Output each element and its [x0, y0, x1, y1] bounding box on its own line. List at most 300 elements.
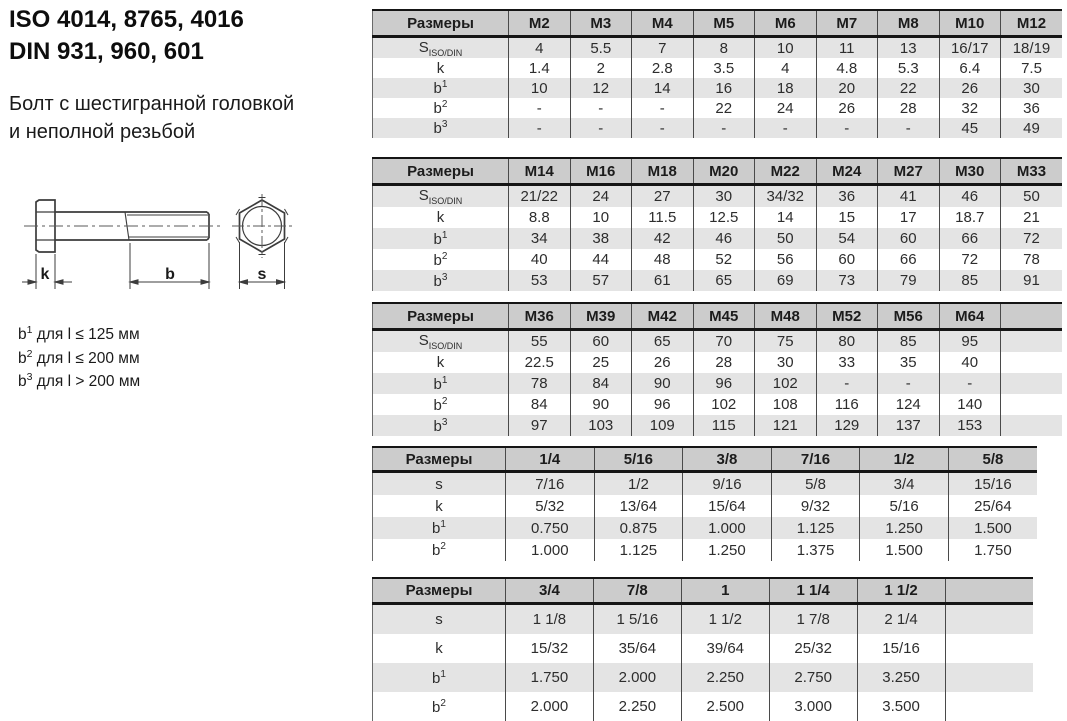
table-cell: 121 — [755, 415, 817, 436]
table-cell: 96 — [693, 373, 755, 394]
table-row — [373, 539, 1038, 561]
table-cell: 36 — [816, 185, 878, 208]
table-row — [373, 78, 1063, 98]
table-cell: 12.5 — [693, 207, 755, 228]
table-row — [373, 352, 1063, 373]
table-cell: 9/16 — [683, 472, 772, 496]
hex-end-view — [232, 194, 292, 258]
table-cell: 28 — [878, 98, 940, 118]
row-label: k — [436, 354, 445, 371]
table-cell: 108 — [755, 394, 817, 415]
table-cell: 69 — [755, 270, 817, 291]
table-cell — [945, 634, 1033, 663]
header-size-label: 3/4 — [506, 578, 594, 604]
table-cell: 22 — [878, 78, 940, 98]
table-cell: 16 — [693, 78, 755, 98]
table-row — [373, 415, 1063, 436]
footnote-b2: $b^2$ для l ≤ 200 мм — [18, 347, 140, 367]
table-cell: 2 — [570, 58, 632, 78]
header-size-label: M20 — [693, 158, 755, 185]
table-cell: 40 — [509, 249, 571, 270]
table-cell: 53 — [509, 270, 571, 291]
table-cell: 13 — [878, 37, 940, 59]
table-cell: 16/17 — [939, 37, 1001, 59]
table-cell: 1.4 — [509, 58, 571, 78]
footnotes — [18, 321, 140, 392]
table-cell: 7 — [632, 37, 694, 59]
table-cell: 15/32 — [506, 634, 594, 663]
table-cell: 5.3 — [878, 58, 940, 78]
table-cell: 96 — [632, 394, 694, 415]
table-cell: 0.875 — [594, 517, 683, 539]
header-size-label: 3/8 — [683, 447, 772, 472]
table-cell: 3/4 — [860, 472, 949, 496]
table-cell: - — [755, 118, 817, 138]
table-row — [373, 98, 1063, 118]
table-cell: 1.750 — [506, 663, 594, 692]
row-label: $S_{ISO/DIN}$ — [418, 187, 463, 206]
table-cell: 65 — [693, 270, 755, 291]
table-cell: 65 — [632, 330, 694, 353]
table-cell: 44 — [570, 249, 632, 270]
table-cell: 95 — [939, 330, 1001, 353]
table-cell: 1.750 — [948, 539, 1037, 561]
table-cell: 2.500 — [681, 692, 769, 721]
table-cell: 18/19 — [1001, 37, 1063, 59]
table-cell: 56 — [755, 249, 817, 270]
table-cell: 5/32 — [506, 495, 595, 517]
table-cell: - — [939, 373, 1001, 394]
table-cell: 30 — [693, 185, 755, 208]
table-cell: 35/64 — [593, 634, 681, 663]
table-row — [373, 330, 1063, 353]
table-cell: 7/16 — [506, 472, 595, 496]
table-row — [373, 495, 1038, 517]
header-size-label: M48 — [755, 303, 817, 330]
table-row — [373, 663, 1034, 692]
table-cell: 21 — [1001, 207, 1063, 228]
row-label: s — [435, 611, 443, 628]
table-cell: 22.5 — [509, 352, 571, 373]
table-cell: 102 — [755, 373, 817, 394]
header-size-label: M42 — [632, 303, 694, 330]
row-label: k — [436, 59, 445, 77]
table-cell — [1001, 373, 1063, 394]
row-label: k — [436, 209, 445, 226]
row-label: $S_{ISO/DIN}$ — [418, 38, 463, 58]
table-cell: 46 — [939, 185, 1001, 208]
header-size-label: M36 — [509, 303, 571, 330]
table-cell: 1.125 — [771, 517, 860, 539]
table-cell: 15/16 — [857, 634, 945, 663]
table-cell: 1 1/2 — [681, 604, 769, 635]
table-cell: 2.8 — [632, 58, 694, 78]
header-size-label: 1/2 — [860, 447, 949, 472]
table-cell: 3.000 — [769, 692, 857, 721]
table-cell: 3.250 — [857, 663, 945, 692]
table-row — [373, 692, 1034, 721]
table-cell: 90 — [632, 373, 694, 394]
dim-label-b: b — [165, 266, 175, 283]
table-cell: - — [632, 98, 694, 118]
table-cell: 57 — [570, 270, 632, 291]
table-cell: 1.250 — [683, 539, 772, 561]
header-size-label: 1/4 — [506, 447, 595, 472]
table-cell: 2 1/4 — [857, 604, 945, 635]
header-size-label: M7 — [816, 10, 878, 37]
table-cell: 66 — [878, 249, 940, 270]
table-cell: 103 — [570, 415, 632, 436]
row-label: $b^2$ — [432, 541, 446, 559]
table-row — [373, 604, 1034, 635]
table-cell: 4 — [509, 37, 571, 59]
header-size-label: M27 — [878, 158, 940, 185]
table-cell: 6.4 — [939, 58, 1001, 78]
table-cell: 26 — [816, 98, 878, 118]
table-cell: 1.375 — [771, 539, 860, 561]
table-cell: 11 — [816, 37, 878, 59]
table-cell: - — [632, 118, 694, 138]
table-cell: 15/64 — [683, 495, 772, 517]
header-size-label: M16 — [570, 158, 632, 185]
dim-label-s: s — [257, 266, 267, 283]
table-cell: 42 — [632, 228, 694, 249]
table-cell: 5.5 — [570, 37, 632, 59]
table-cell: 35 — [878, 352, 940, 373]
table-cell: 7.5 — [1001, 58, 1063, 78]
table-cell: 124 — [878, 394, 940, 415]
header-size-label: M12 — [1001, 10, 1063, 37]
row-label: $b^3$ — [433, 271, 448, 290]
table-cell: 153 — [939, 415, 1001, 436]
dimension-table-inch-quarter-fiveeighths — [372, 446, 1037, 561]
footnote-b3: $b^3$ для l > 200 мм — [18, 371, 141, 391]
table-cell: 1.125 — [594, 539, 683, 561]
header-dimensions-label: Размеры — [373, 158, 509, 185]
footnote-b1: $b^1$ для l ≤ 125 мм — [18, 324, 140, 344]
dimension-table-inch-threequarter-oneandhalf — [372, 577, 1033, 721]
table-cell: 5/16 — [860, 495, 949, 517]
table-cell: 40 — [939, 352, 1001, 373]
table-cell: 14 — [632, 78, 694, 98]
product-description — [9, 90, 294, 146]
table-cell: 75 — [755, 330, 817, 353]
table-cell: 116 — [816, 394, 878, 415]
table-cell: 22 — [693, 98, 755, 118]
table-cell: 70 — [693, 330, 755, 353]
header-size-label: 1 1/2 — [857, 578, 945, 604]
table-cell: 1 1/8 — [506, 604, 594, 635]
row-label: $b^1$ — [432, 668, 446, 687]
table-row — [373, 472, 1038, 496]
table-cell: 1/2 — [594, 472, 683, 496]
table-inch-small — [372, 446, 1037, 561]
table-cell: 15/16 — [948, 472, 1037, 496]
row-label: $b^2$ — [433, 250, 448, 269]
table-metric-m2-m12 — [372, 9, 1062, 138]
table-cell: 52 — [693, 249, 755, 270]
table-cell: - — [816, 118, 878, 138]
table-row — [373, 228, 1063, 249]
row-label: $b^1$ — [433, 229, 448, 248]
dim-label-k: k — [40, 266, 50, 283]
table-cell: 5/8 — [771, 472, 860, 496]
row-label: $b^3$ — [433, 119, 448, 137]
table-cell: 137 — [878, 415, 940, 436]
table-cell: 39/64 — [681, 634, 769, 663]
table-header-row — [373, 10, 1063, 37]
table-cell: 21/22 — [509, 185, 571, 208]
table-cell: 36 — [1001, 98, 1063, 118]
table-cell: 49 — [1001, 118, 1063, 138]
table-cell: 115 — [693, 415, 755, 436]
header-size-label: M33 — [1001, 158, 1063, 185]
header-size-label: M56 — [878, 303, 940, 330]
header-size-label: M2 — [509, 10, 571, 37]
table-cell: 25 — [570, 352, 632, 373]
table-cell: 1.000 — [506, 539, 595, 561]
dimension-table-metric-m14-m33 — [372, 157, 1062, 291]
table-cell: 61 — [632, 270, 694, 291]
table-cell: - — [509, 118, 571, 138]
header-size-label: 7/16 — [771, 447, 860, 472]
table-cell: 60 — [878, 228, 940, 249]
table-cell: 140 — [939, 394, 1001, 415]
header-size-label — [945, 578, 1033, 604]
table-cell: 1.250 — [860, 517, 949, 539]
table-row — [373, 185, 1063, 208]
header-size-label: M30 — [939, 158, 1001, 185]
table-cell: 38 — [570, 228, 632, 249]
row-label: $b^3$ — [433, 416, 448, 435]
table-cell: - — [570, 98, 632, 118]
table-cell — [1001, 415, 1063, 436]
table-cell — [1001, 352, 1063, 373]
table-cell: 54 — [816, 228, 878, 249]
table-cell: 34 — [509, 228, 571, 249]
table-cell — [945, 663, 1033, 692]
table-row — [373, 58, 1063, 78]
table-cell: 78 — [509, 373, 571, 394]
header-size-label: M39 — [570, 303, 632, 330]
row-label: k — [435, 640, 443, 657]
table-cell: 26 — [632, 352, 694, 373]
title-din: DIN 931, 960, 601 — [9, 38, 204, 65]
table-cell: 97 — [509, 415, 571, 436]
table-cell: 78 — [1001, 249, 1063, 270]
table-cell: 84 — [509, 394, 571, 415]
header-size-label: M64 — [939, 303, 1001, 330]
header-size-label: M45 — [693, 303, 755, 330]
bolt-technical-drawing — [10, 190, 330, 315]
header-size-label: M5 — [693, 10, 755, 37]
header-size-label: M24 — [816, 158, 878, 185]
header-size-label: M8 — [878, 10, 940, 37]
table-metric-m36-m64 — [372, 302, 1062, 436]
table-cell: 3.500 — [857, 692, 945, 721]
table-cell: 25/32 — [769, 634, 857, 663]
table-row — [373, 249, 1063, 270]
table-cell: 90 — [570, 394, 632, 415]
table-cell — [1001, 330, 1063, 353]
table-cell: 30 — [755, 352, 817, 373]
header-size-label: 5/16 — [594, 447, 683, 472]
row-label: $S_{ISO/DIN}$ — [418, 332, 463, 351]
table-cell: 1.000 — [683, 517, 772, 539]
table-cell: 32 — [939, 98, 1001, 118]
table-cell — [945, 604, 1033, 635]
header-size-label: M14 — [509, 158, 571, 185]
row-label: $b^1$ — [432, 519, 446, 537]
table-cell: 50 — [755, 228, 817, 249]
table-cell: 33 — [816, 352, 878, 373]
table-cell: 27 — [632, 185, 694, 208]
standards-title — [9, 4, 244, 68]
table-cell: 80 — [816, 330, 878, 353]
table-cell: 8.8 — [509, 207, 571, 228]
table-cell: 4 — [755, 58, 817, 78]
table-cell: 72 — [1001, 228, 1063, 249]
table-cell: 10 — [509, 78, 571, 98]
table-cell: 34/32 — [755, 185, 817, 208]
table-cell: 129 — [816, 415, 878, 436]
table-cell: 85 — [878, 330, 940, 353]
table-cell: 60 — [570, 330, 632, 353]
table-cell: 45 — [939, 118, 1001, 138]
table-row — [373, 37, 1063, 59]
header-size-label: M6 — [755, 10, 817, 37]
table-cell: 4.8 — [816, 58, 878, 78]
table-row — [373, 634, 1034, 663]
table-metric-m14-m33 — [372, 157, 1062, 291]
table-cell: - — [693, 118, 755, 138]
table-cell: 20 — [816, 78, 878, 98]
table-cell: 50 — [1001, 185, 1063, 208]
table-row — [373, 373, 1063, 394]
table-cell: 26 — [939, 78, 1001, 98]
table-cell: 18.7 — [939, 207, 1001, 228]
table-cell: 1 5/16 — [593, 604, 681, 635]
table-row — [373, 118, 1063, 138]
dimension-table-metric-m36-m64 — [372, 302, 1062, 436]
table-row — [373, 270, 1063, 291]
header-size-label: M52 — [816, 303, 878, 330]
table-cell: 24 — [570, 185, 632, 208]
row-label: k — [435, 497, 443, 515]
header-size-label: 1 — [681, 578, 769, 604]
table-cell: - — [509, 98, 571, 118]
header-dimensions-label: Размеры — [373, 303, 509, 330]
table-cell: 2.000 — [506, 692, 594, 721]
table-cell: 17 — [878, 207, 940, 228]
row-label: $b^1$ — [433, 374, 448, 393]
table-cell: 2.000 — [593, 663, 681, 692]
table-cell: 0.750 — [506, 517, 595, 539]
table-cell: 9/32 — [771, 495, 860, 517]
table-cell: 41 — [878, 185, 940, 208]
header-size-label: M22 — [755, 158, 817, 185]
table-cell: 3.5 — [693, 58, 755, 78]
row-label: s — [435, 475, 443, 493]
table-header-row — [373, 578, 1034, 604]
table-cell: 13/64 — [594, 495, 683, 517]
header-size-label: M18 — [632, 158, 694, 185]
row-label: $b^2$ — [433, 395, 448, 414]
table-header-row — [373, 303, 1063, 330]
table-cell: 10 — [570, 207, 632, 228]
table-cell: 66 — [939, 228, 1001, 249]
table-cell: 48 — [632, 249, 694, 270]
table-cell: 12 — [570, 78, 632, 98]
table-cell: 102 — [693, 394, 755, 415]
table-cell: 18 — [755, 78, 817, 98]
table-cell: 28 — [693, 352, 755, 373]
table-inch-large — [372, 577, 1033, 721]
row-label: $b^1$ — [433, 79, 448, 97]
table-row — [373, 517, 1038, 539]
table-cell: 14 — [755, 207, 817, 228]
table-cell: 25/64 — [948, 495, 1037, 517]
table-cell: 60 — [816, 249, 878, 270]
table-cell: 8 — [693, 37, 755, 59]
header-dimensions-label: Размеры — [373, 10, 509, 37]
table-cell: 2.750 — [769, 663, 857, 692]
table-cell: 91 — [1001, 270, 1063, 291]
table-cell: 55 — [509, 330, 571, 353]
table-cell: 79 — [878, 270, 940, 291]
table-cell — [945, 692, 1033, 721]
table-cell: 84 — [570, 373, 632, 394]
table-cell: 24 — [755, 98, 817, 118]
table-cell: 72 — [939, 249, 1001, 270]
table-cell: 1 7/8 — [769, 604, 857, 635]
table-cell: 109 — [632, 415, 694, 436]
table-cell: 73 — [816, 270, 878, 291]
header-size-label — [1001, 303, 1063, 330]
dimension-table-metric-m2-m12 — [372, 9, 1062, 138]
header-size-label: M4 — [632, 10, 694, 37]
title-iso: ISO 4014, 8765, 4016 — [9, 6, 244, 33]
header-size-label: 7/8 — [593, 578, 681, 604]
description-line-1: Болт с шестигранной головкой — [9, 93, 295, 115]
table-cell: 10 — [755, 37, 817, 59]
table-cell: 2.250 — [593, 692, 681, 721]
table-cell: 1.500 — [948, 517, 1037, 539]
table-cell: 30 — [1001, 78, 1063, 98]
header-size-label: M3 — [570, 10, 632, 37]
table-header-row — [373, 447, 1038, 472]
header-dimensions-label: Размеры — [373, 578, 506, 604]
table-cell: 15 — [816, 207, 878, 228]
table-cell: - — [816, 373, 878, 394]
row-label: $b^2$ — [432, 697, 446, 716]
table-cell: - — [878, 373, 940, 394]
table-cell: 85 — [939, 270, 1001, 291]
header-size-label: M10 — [939, 10, 1001, 37]
header-dimensions-label: Размеры — [373, 447, 506, 472]
table-row — [373, 394, 1063, 415]
table-cell: 1.500 — [860, 539, 949, 561]
table-cell: - — [570, 118, 632, 138]
header-size-label: 5/8 — [948, 447, 1037, 472]
row-label: $b^2$ — [433, 99, 448, 117]
table-cell: 2.250 — [681, 663, 769, 692]
table-cell: - — [878, 118, 940, 138]
table-cell — [1001, 394, 1063, 415]
table-cell: 11.5 — [632, 207, 694, 228]
description-line-2: и неполной резьбой — [9, 121, 196, 143]
table-row — [373, 207, 1063, 228]
